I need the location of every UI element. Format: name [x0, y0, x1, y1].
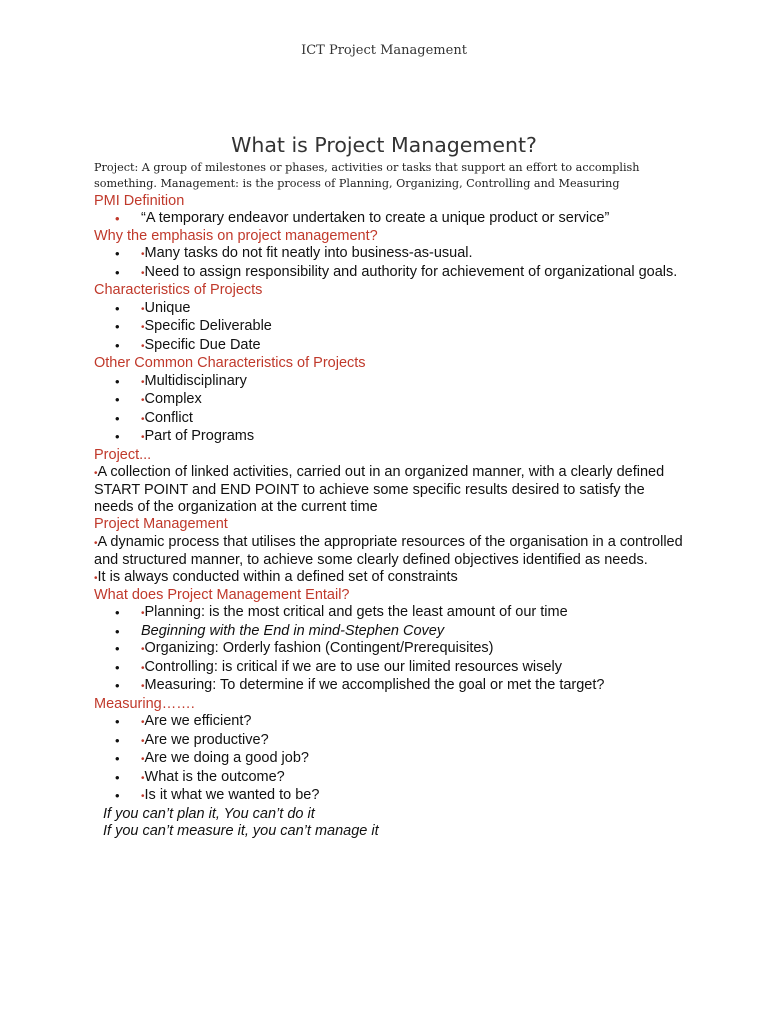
bullet-icon: • — [115, 300, 120, 316]
list-item: • •Need to assign responsibility and authority for achievement of organizational goals. — [115, 263, 678, 280]
bullet-icon: • — [115, 678, 120, 694]
dot-icon: • — [141, 608, 145, 620]
bullet-icon: • — [115, 264, 120, 280]
list-item: • •Are we efficient? — [115, 713, 252, 730]
dot-icon: • — [141, 681, 145, 693]
bullet-icon: • — [115, 641, 120, 657]
bullet-icon: • — [115, 337, 120, 353]
other-characteristics-list — [94, 373, 684, 447]
list-item: • •Is it what we wanted to be? — [115, 787, 320, 804]
list-item: • Beginning with the End in mind-Stephen Covey — [115, 622, 445, 639]
list-item: • •Multidisciplinary — [115, 372, 247, 389]
dot-icon: • — [141, 754, 145, 766]
dot-icon: • — [141, 395, 145, 407]
bullet-icon: • — [115, 714, 120, 730]
list-item: • “A temporary endeavor undertaken to create a unique product or service” — [115, 210, 610, 227]
bullet-icon: • — [115, 410, 120, 426]
characteristics-list — [94, 300, 684, 356]
project-definition: •A collection of linked activities, carried out in an organized manner, with a clearly defined START POINT and END POINT to achieve some specific results desired to satisfy the needs of the organization at the current time — [94, 464, 665, 516]
dot-icon: • — [94, 572, 98, 584]
entail-heading: What does Project Management Entail? — [94, 586, 350, 603]
dot-icon: • — [141, 413, 145, 425]
bullet-icon: • — [115, 751, 120, 767]
dot-icon: • — [141, 644, 145, 656]
dot-icon: • — [141, 717, 145, 729]
project-management-constraints: •It is always conducted within a defined set of constraints — [94, 568, 458, 585]
bullet-icon: • — [115, 769, 120, 785]
list-item: • •Are we productive? — [115, 731, 269, 748]
list-item: • •What is the outcome? — [115, 768, 285, 785]
bullet-icon: • — [115, 605, 120, 621]
bullet-icon: • — [115, 623, 120, 639]
dot-icon: • — [141, 249, 145, 261]
dot-icon: • — [141, 735, 145, 747]
bullet-icon: • — [115, 732, 120, 748]
list-item: • •Conflict — [115, 409, 193, 426]
document-body — [94, 160, 684, 841]
list-item: • •Specific Due Date — [115, 336, 261, 353]
dot-icon: • — [141, 432, 145, 444]
measuring-list — [94, 713, 684, 806]
entail-list — [94, 604, 684, 696]
bullet-icon: • — [115, 392, 120, 408]
list-item: • •Specific Deliverable — [115, 318, 272, 335]
project-heading: Project... — [94, 446, 152, 463]
pmi-heading: PMI Definition — [94, 192, 185, 209]
measuring-heading: Measuring……. — [94, 695, 195, 712]
list-item: • •Planning: is the most critical and gets the least amount of our time — [115, 604, 568, 621]
list-item: • •Complex — [115, 391, 202, 408]
list-item: • •Are we doing a good job? — [115, 750, 309, 767]
dot-icon: • — [141, 340, 145, 352]
closing-quote-measure: If you can’t measure it, you can’t manage it — [103, 823, 379, 840]
dot-icon: • — [141, 322, 145, 334]
list-item: • •Controlling: is critical if we are to use our limited resources wisely — [115, 658, 562, 675]
dot-icon: • — [141, 376, 145, 388]
running-header: ICT Project Management — [301, 43, 467, 58]
dot-icon: • — [141, 303, 145, 315]
list-item: • •Many tasks do not fit neatly into business-as-usual. — [115, 245, 473, 262]
bullet-icon: • — [115, 429, 120, 445]
why-list — [94, 245, 684, 282]
page-title: What is Project Management? — [231, 133, 537, 157]
closing-quote-plan: If you can’t plan it, You can’t do it — [103, 805, 315, 822]
dot-icon: • — [141, 772, 145, 784]
list-item: • •Unique — [115, 299, 191, 316]
project-management-heading: Project Management — [94, 516, 228, 533]
dot-icon: • — [141, 791, 145, 803]
list-item: • •Part of Programs — [115, 428, 255, 445]
project-management-definition: •A dynamic process that utilises the appropriate resources of the organisation in a controlled and structured manner, to achieve some clearly defined objectives identified as needs. — [94, 533, 683, 568]
bullet-icon: • — [115, 211, 120, 227]
list-item: • •Measuring: To determine if we accomplished the goal or met the target? — [115, 677, 605, 694]
other-characteristics-heading: Other Common Characteristics of Projects — [94, 355, 366, 372]
pmi-list — [94, 210, 684, 228]
list-item: • •Organizing: Orderly fashion (Contingent/Prerequisites) — [115, 640, 494, 657]
why-heading: Why the emphasis on project management? — [94, 227, 378, 244]
dot-icon: • — [141, 662, 145, 674]
bullet-icon: • — [115, 373, 120, 389]
dot-icon: • — [94, 537, 98, 549]
bullet-icon: • — [115, 659, 120, 675]
dot-icon: • — [141, 267, 145, 279]
bullet-icon: • — [115, 246, 120, 262]
intro-paragraph: Project: A group of milestones or phases, activities or tasks that support an effort to accomplish something. Management: is the process of Planning, Organizing, Controlling and Measuring — [94, 161, 640, 191]
characteristics-heading: Characteristics of Projects — [94, 282, 263, 299]
bullet-icon: • — [115, 788, 120, 804]
bullet-icon: • — [115, 319, 120, 335]
dot-icon: • — [94, 468, 98, 480]
